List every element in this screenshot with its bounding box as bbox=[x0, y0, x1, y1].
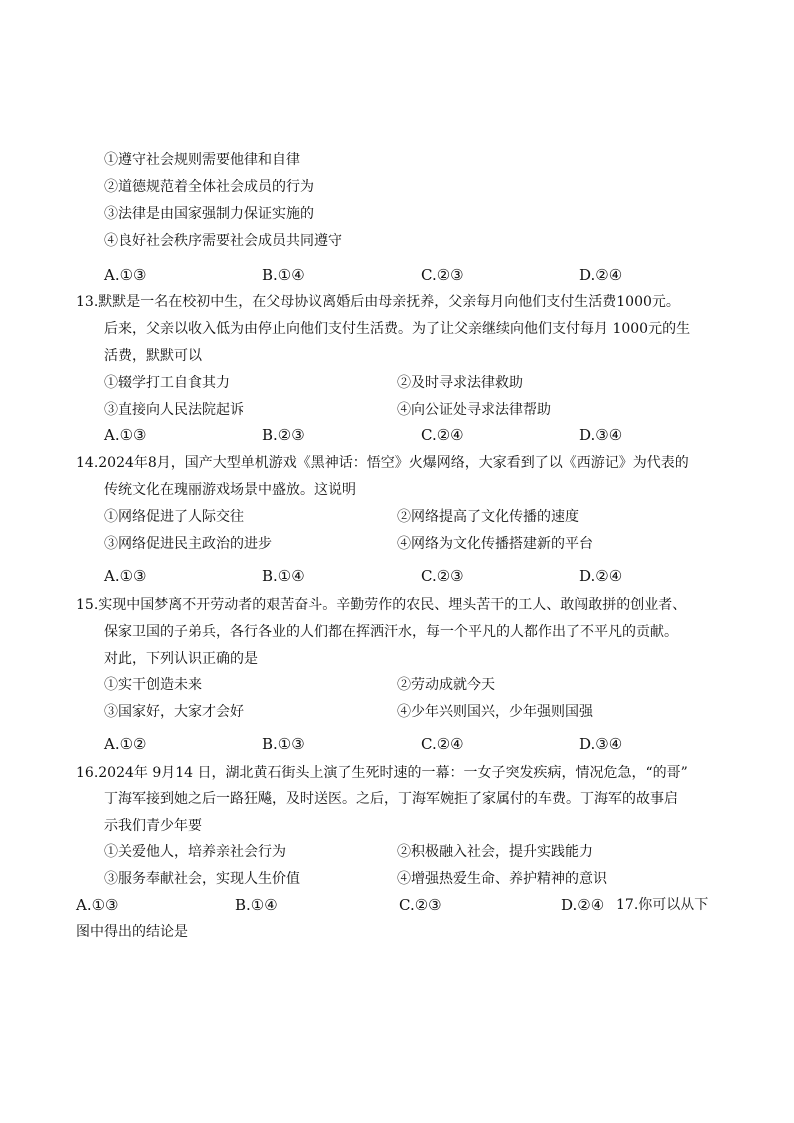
q14-item-4: ④网络为文化传播搭建新的平台 bbox=[397, 536, 593, 552]
q12-item-3: ③法律是由国家强制力保证实施的 bbox=[104, 206, 314, 222]
q16-option-d: D.②④ bbox=[561, 896, 605, 914]
q12-option-c: C.②③ bbox=[421, 266, 464, 284]
q17-stem-inline: 17.你可以从下 bbox=[616, 897, 709, 913]
q13-stem-line-3: 活费，默默可以 bbox=[104, 348, 202, 364]
q15-option-c: C.②④ bbox=[421, 735, 464, 753]
q13-option-c: C.②④ bbox=[421, 426, 464, 444]
q14-stem-line-1: 14.2024年8月，国产大型单机游戏《黑神话：悟空》火爆网络，大家看到了以《西游记》为代表的 bbox=[76, 455, 689, 471]
q15-item-1: ①实干创造未来 bbox=[104, 677, 202, 693]
q16-item-1: ①关爱他人，培养亲社会行为 bbox=[104, 844, 286, 860]
q16-stem-line-2: 丁海军接到她之后一路狂飚，及时送医。之后，丁海军婉拒了家属付的车费。丁海军的故事启 bbox=[104, 791, 678, 807]
q16-item-3: ③服务奉献社会，实现人生价值 bbox=[104, 871, 300, 887]
q13-option-d: D.③④ bbox=[579, 426, 623, 444]
q14-stem-line-2: 传统文化在瑰丽游戏场景中盛放。这说明 bbox=[104, 482, 356, 498]
q16-stem-line-3: 示我们青少年要 bbox=[104, 818, 202, 834]
q15-item-3: ③国家好，大家才会好 bbox=[104, 704, 244, 720]
q16-item-2: ②积极融入社会，提升实践能力 bbox=[397, 844, 593, 860]
q14-option-d: D.②④ bbox=[579, 567, 623, 585]
q12-item-1: ①遵守社会规则需要他律和自律 bbox=[104, 152, 300, 168]
q12-option-a: A.①③ bbox=[104, 266, 147, 284]
q15-stem-line-3: 对此，下列认识正确的是 bbox=[104, 651, 258, 667]
q15-stem-line-1: 15.实现中国梦离不开劳动者的艰苦奋斗。辛勤劳作的农民、埋头苦干的工人、敢闯敢拼的创业者、 bbox=[76, 597, 687, 613]
q15-option-a: A.①② bbox=[104, 735, 147, 753]
q16-item-4: ④增强热爱生命、养护精神的意识 bbox=[397, 871, 607, 887]
q14-option-a: A.①③ bbox=[104, 567, 147, 585]
q12-item-4: ④良好社会秩序需要社会成员共同遵守 bbox=[104, 233, 342, 249]
q14-option-c: C.②③ bbox=[421, 567, 464, 585]
q13-option-a: A.①③ bbox=[104, 426, 147, 444]
q16-option-c: C.②③ bbox=[399, 896, 442, 914]
q13-item-1: ①辍学打工自食其力 bbox=[104, 375, 230, 391]
q17-stem-next: 图中得出的结论是 bbox=[76, 924, 188, 940]
q15-stem-line-2: 保家卫国的子弟兵，各行各业的人们都在挥洒汗水，每一个平凡的人都作出了不平凡的贡献。 bbox=[104, 624, 678, 640]
q14-option-b: B.①④ bbox=[262, 567, 305, 585]
q13-option-b: B.②③ bbox=[262, 426, 305, 444]
q13-item-3: ③直接向人民法院起诉 bbox=[104, 402, 244, 418]
q16-option-b: B.①④ bbox=[235, 896, 278, 914]
q12-item-2: ②道德规范着全体社会成员的行为 bbox=[104, 179, 314, 195]
q12-option-b: B.①④ bbox=[262, 266, 305, 284]
q12-option-d: D.②④ bbox=[579, 266, 623, 284]
q14-item-2: ②网络提高了文化传播的速度 bbox=[397, 509, 579, 525]
q13-item-2: ②及时寻求法律救助 bbox=[397, 375, 523, 391]
q13-stem-line-1: 13.默默是一名在校初中生，在父母协议离婚后由母亲抚养，父亲每月向他们支付生活费1000元。 bbox=[76, 294, 680, 310]
q14-item-1: ①网络促进了人际交往 bbox=[104, 509, 244, 525]
q15-item-2: ②劳动成就今天 bbox=[397, 677, 495, 693]
q15-option-d: D.③④ bbox=[579, 735, 623, 753]
q13-stem-line-2: 后来，父亲以收入低为由停止向他们支付生活费。为了让父亲继续向他们支付每月 1000元的生 bbox=[104, 321, 691, 337]
q14-item-3: ③网络促进民主政治的进步 bbox=[104, 536, 272, 552]
q15-item-4: ④少年兴则国兴，少年强则国强 bbox=[397, 704, 593, 720]
q15-option-b: B.①③ bbox=[262, 735, 305, 753]
q16-stem-line-1: 16.2024年 9月14 日，湖北黄石街头上演了生死时速的一幕：一女子突发疾病，情况危急，“的哥” bbox=[76, 765, 688, 781]
q13-item-4: ④向公证处寻求法律帮助 bbox=[397, 402, 551, 418]
q16-option-a: A.①③ bbox=[76, 896, 119, 914]
